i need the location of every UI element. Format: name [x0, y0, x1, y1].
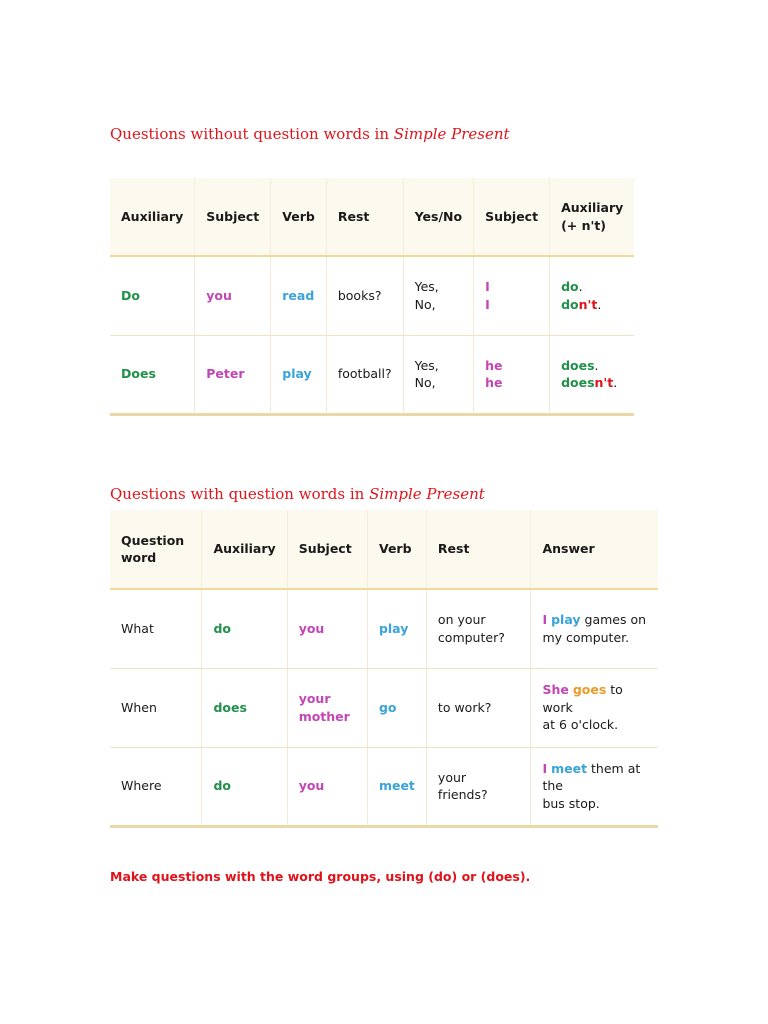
cell-auxiliary: does	[202, 668, 287, 747]
header-auxiliary-negative: Auxiliary (+ n't)	[550, 178, 635, 256]
cell-yes-no: Yes, No,	[403, 256, 473, 335]
section1-title-emphasis: Simple Present	[393, 125, 510, 143]
table-row	[110, 589, 658, 668]
cell-answer: I meet them at the bus stop.	[531, 747, 658, 826]
table2-header-row	[110, 510, 658, 589]
header-rest: Rest	[426, 510, 531, 589]
header-verb: Verb	[367, 510, 426, 589]
section2-title-prefix: Questions with question words in	[110, 485, 370, 503]
header-auxiliary: Auxiliary	[202, 510, 287, 589]
cell-subject: you	[287, 589, 367, 668]
table-row	[110, 335, 634, 414]
cell-rest: your friends?	[426, 747, 531, 826]
cell-rest: on your computer?	[426, 589, 531, 668]
cell-subject-answer: he he	[474, 335, 550, 414]
cell-rest: books?	[326, 256, 403, 335]
table-questions-with-question-words	[110, 510, 658, 828]
cell-subject: you	[287, 747, 367, 826]
cell-rest: to work?	[426, 668, 531, 747]
table-row	[110, 256, 634, 335]
cell-auxiliary: do	[202, 589, 287, 668]
header-verb: Verb	[271, 178, 327, 256]
header-subject: Subject	[195, 178, 271, 256]
section2-title-emphasis: Simple Present	[369, 485, 485, 503]
cell-subject: you	[195, 256, 271, 335]
cell-auxiliary: do	[202, 747, 287, 826]
cell-short-answer: does. doesn't.	[550, 335, 635, 414]
cell-verb: play	[271, 335, 327, 414]
cell-answer: She goes to work at 6 o'clock.	[531, 668, 658, 747]
table-row	[110, 668, 658, 747]
section1-title	[110, 125, 510, 143]
header-subject: Subject	[287, 510, 367, 589]
cell-verb: play	[367, 589, 426, 668]
cell-question-word: What	[110, 589, 202, 668]
section2-title	[110, 485, 485, 503]
header-subject-answer: Subject	[474, 178, 550, 256]
header-question-word: Question word	[110, 510, 202, 589]
table1-header-row	[110, 178, 634, 256]
header-rest: Rest	[326, 178, 403, 256]
header-answer: Answer	[531, 510, 658, 589]
cell-auxiliary: Do	[110, 256, 195, 335]
cell-short-answer: do. don't.	[550, 256, 635, 335]
header-yes-no: Yes/No	[403, 178, 473, 256]
cell-subject: your mother	[287, 668, 367, 747]
cell-answer: I play games on my computer.	[531, 589, 658, 668]
cell-subject-answer: I I	[474, 256, 550, 335]
header-auxiliary: Auxiliary	[110, 178, 195, 256]
cell-subject: Peter	[195, 335, 271, 414]
cell-rest: football?	[326, 335, 403, 414]
cell-yes-no: Yes, No,	[403, 335, 473, 414]
cell-verb: go	[367, 668, 426, 747]
table-row	[110, 747, 658, 826]
section1-title-prefix: Questions without question words in	[110, 125, 394, 143]
cell-question-word: When	[110, 668, 202, 747]
exercise-instruction: Make questions with the word groups, using (do) or (does).	[110, 869, 531, 884]
cell-auxiliary: Does	[110, 335, 195, 414]
cell-verb: meet	[367, 747, 426, 826]
table-questions-without-question-words	[110, 178, 634, 416]
cell-question-word: Where	[110, 747, 202, 826]
cell-verb: read	[271, 256, 327, 335]
